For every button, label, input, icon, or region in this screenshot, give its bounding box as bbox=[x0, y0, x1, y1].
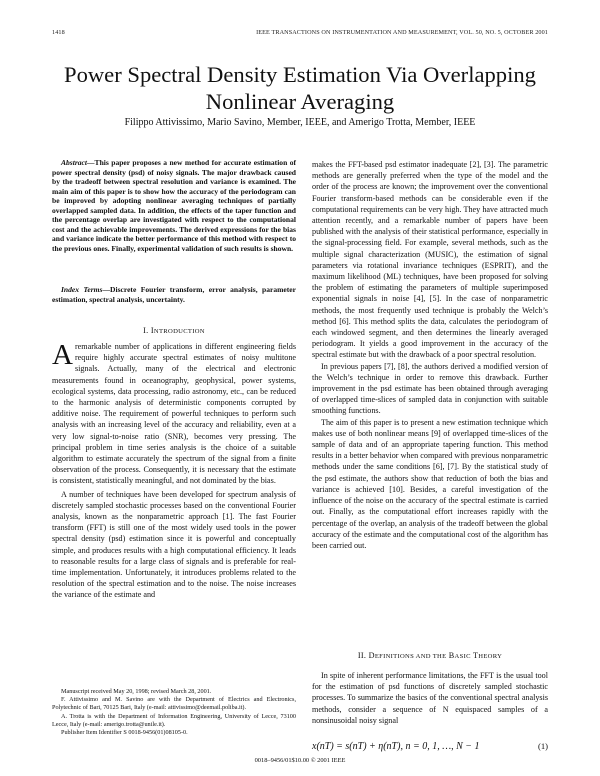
section-heading-definitions bbox=[312, 651, 548, 660]
journal-header: IEEE TRANSACTIONS ON INSTRUMENTATION AND MEASUREMENT, VOL. 50, NO. 5, OCTOBER 2001 bbox=[256, 29, 548, 36]
index-terms bbox=[52, 285, 296, 304]
copyright-footer: 0018–9456/01$10.00 © 2001 IEEE bbox=[254, 757, 346, 764]
index-terms-label: Index Terms— bbox=[61, 285, 111, 294]
right-column-body bbox=[312, 159, 548, 551]
s2-w1-rest: EFINITIONS AND THE bbox=[374, 653, 447, 660]
footnote-affiliation-1: F. Attivissimo and M. Savino are with the Department of Electrics and Electronics, Polytechnic of Bari, 70125 Bari, Italy (e-mail: attivissimo@deemail.poliba.it). bbox=[52, 696, 296, 712]
drop-cap: A bbox=[52, 339, 73, 371]
abstract-label: Abstract— bbox=[61, 158, 95, 167]
title-line-1: Power Spectral Density Estimation Via Overlapping bbox=[64, 62, 536, 87]
s2-w2-rest: ASIC bbox=[454, 653, 471, 660]
section-title-rest: NTRODUCTION bbox=[153, 328, 205, 335]
right-paragraph-2: In previous papers [7], [8], the authors derived a modified version of the Welch’s technique in order to remove this drawback. Further improvement in the psd estimate has been obtained through averaging of overlapped time-slices of sampled data in conjunction with suitable smoothing functions. bbox=[312, 361, 548, 416]
abstract bbox=[52, 158, 296, 253]
section-numeral: I. bbox=[143, 326, 149, 335]
paper-title bbox=[20, 61, 580, 115]
footnote-publisher-id: Publisher Item Identifier S 0018-9456(01)08105-0. bbox=[61, 729, 188, 737]
index-terms-text: Discrete Fourier transform, error analysis, parameter estimation, spectral analysis, uncertainty. bbox=[52, 285, 296, 304]
equation-1 bbox=[312, 741, 548, 752]
definitions-body bbox=[312, 670, 548, 726]
right-paragraph-3: The aim of this paper is to present a new estimation technique which makes use of both nonlinear means [9] of overlapped time-slices of the sample of data and of an appropriate tapering function. This method results in a better behavior when compared with previous nonparametric methods under the same conditions [6], [7]. By the statistical study of the psd estimate, the authors show that reduction of both the bias and variance is achieved [10]. Besides, a careful investigation of the influence of the noise on the accuracy of the spectral estimate is carried out. Finally, as the computational effort increases rapidly with the percentage of the overlap, an analysis of the tradeoff between the global accuracy of the estimate and the computational cost of the algorithm has been carried out. bbox=[312, 417, 548, 550]
section2-numeral: II. bbox=[357, 651, 367, 660]
section-heading-introduction bbox=[52, 326, 296, 335]
title-line-2: Nonlinear Averaging bbox=[205, 89, 395, 114]
s2-w2-initial: B bbox=[448, 651, 455, 660]
authors: Filippo Attivissimo, Mario Savino, Member, IEEE, and Amerigo Trotta, Member, IEEE bbox=[124, 117, 476, 128]
equation-text: x(nT) = s(nT) + η(nT), n = 0, 1, …, N − 1 bbox=[312, 741, 480, 752]
footnote-affiliation-2: A. Trotta is with the Department of Information Engineering, University of Lecce, 73100 Lecce, Italy (e-mail: amerigo.trotta@unile.it). bbox=[52, 712, 296, 728]
intro-paragraph-1 bbox=[52, 341, 296, 487]
s2-w1-initial: D bbox=[368, 651, 375, 660]
introduction-body bbox=[52, 341, 296, 601]
intro-paragraph-2: A number of techniques have been developed for spectrum analysis of discretely sampled stochastic processes based on the conventional Fourier analysis, known as the nonparametric approach [1]. The fast Fourier transform (FFT) is still one of the most widely used tools in the power spectral density (psd) estimation since it is powerful and conceptually simple, and produces results with a high computational efficiency. It leads to reasonable results for a large class of signals and is preferable for real-time implementation. Unfortunately, it introduces problems related to the resolution of the spectral estimation and to the noise. The noise increases the variance of the estimate and bbox=[52, 489, 296, 600]
footnotes bbox=[52, 688, 296, 737]
s2-w3-initial: T bbox=[472, 651, 479, 660]
equation-number: (1) bbox=[537, 741, 548, 751]
s2-w3-rest: HEORY bbox=[478, 653, 503, 660]
intro-p1-text: remarkable number of applications in different engineering fields require highly accurate spectral estimates of noisy multitone signals. Actually, many of the electrical and electronic measurements found in oceanography, geophysical, power systems, ecological systems, data processing, radio astronomy, etc., can be reduced to the harmonic analysis of deterministic components corrupted by additive noise. The requirement of powerful techniques to perform such analysis with an increasing level of the accuracy and reliability, even at a very low signal-to-noise ratio (SNR), becomes very pressing. The principal problem in time series analysis is the choice of a suitable algorithm to estimate accurately the spectrum of the signal from a finite observation of the process. Consequently, it is necessary that the estimate is consistent, statistically meaningful, and not dominated by the bias. bbox=[52, 342, 296, 486]
section-title-initial: I bbox=[150, 326, 154, 335]
definitions-paragraph-1: In spite of inherent performance limitations, the FFT is the usual tool for the estimation of psd functions of discretely sampled stochastic processes. To summarize the basics of the conventional spectral analysis methods, consider a sequence of N equispaced samples of a nonsinusoidal noisy signal bbox=[312, 671, 548, 725]
abstract-text: This paper proposes a new method for accurate estimation of power spectral density (psd) of noisy signals. The major drawback caused by the tradeoff between spectral resolution and variance is examined. The main aim of this paper is to show how the accuracy of the periodogram can be improved by adopting nonlinear averaging techniques of partially overlapped sampled data. In addition, the effects of the taper function and the percentage overlap are investigated with respect to the computational cost and the achievable improvements. The derived expressions for the bias and variance indicate the better performance of this method with respect to the previous ones. Finally, experimental validation of such results is shown. bbox=[52, 158, 296, 253]
page-number: 1418 bbox=[52, 29, 65, 36]
right-paragraph-1: makes the FFT-based psd estimator inadequate [2], [3]. The parametric methods are generally preferred when the type of the model and the order of the process are known; the improvement over the conventional Fourier transform-based methods can be considerable even if the computational requirements can be very high. They have attracted much attention recently, and a remarkable number of papers have been published with the analysis of their statistical performance, especially in the signal-processing field. For example, several methods, such as the multiple signal characterization (MUSIC), the estimation of signal parameters via rotational invariance techniques (ESPRIT), and the maximum likelihood (ML) techniques, have been proposed for solving the problem of estimating the parameters of multiple superimposed exponential signals in noise [4], [5]. In the case of nonparametric methods, the most frequently used technique is probably the Welch’s method [6]. This method splits the data, calculates the periodogram of each windowed segment, and then determines the linearly averaged periodogram. It yields a good improvement in the accuracy of the spectral estimate but with the drawback of a poor spectral resolution. bbox=[312, 160, 548, 360]
footnote-received: Manuscript received May 20, 1998; revised March 28, 2001. bbox=[61, 688, 212, 695]
